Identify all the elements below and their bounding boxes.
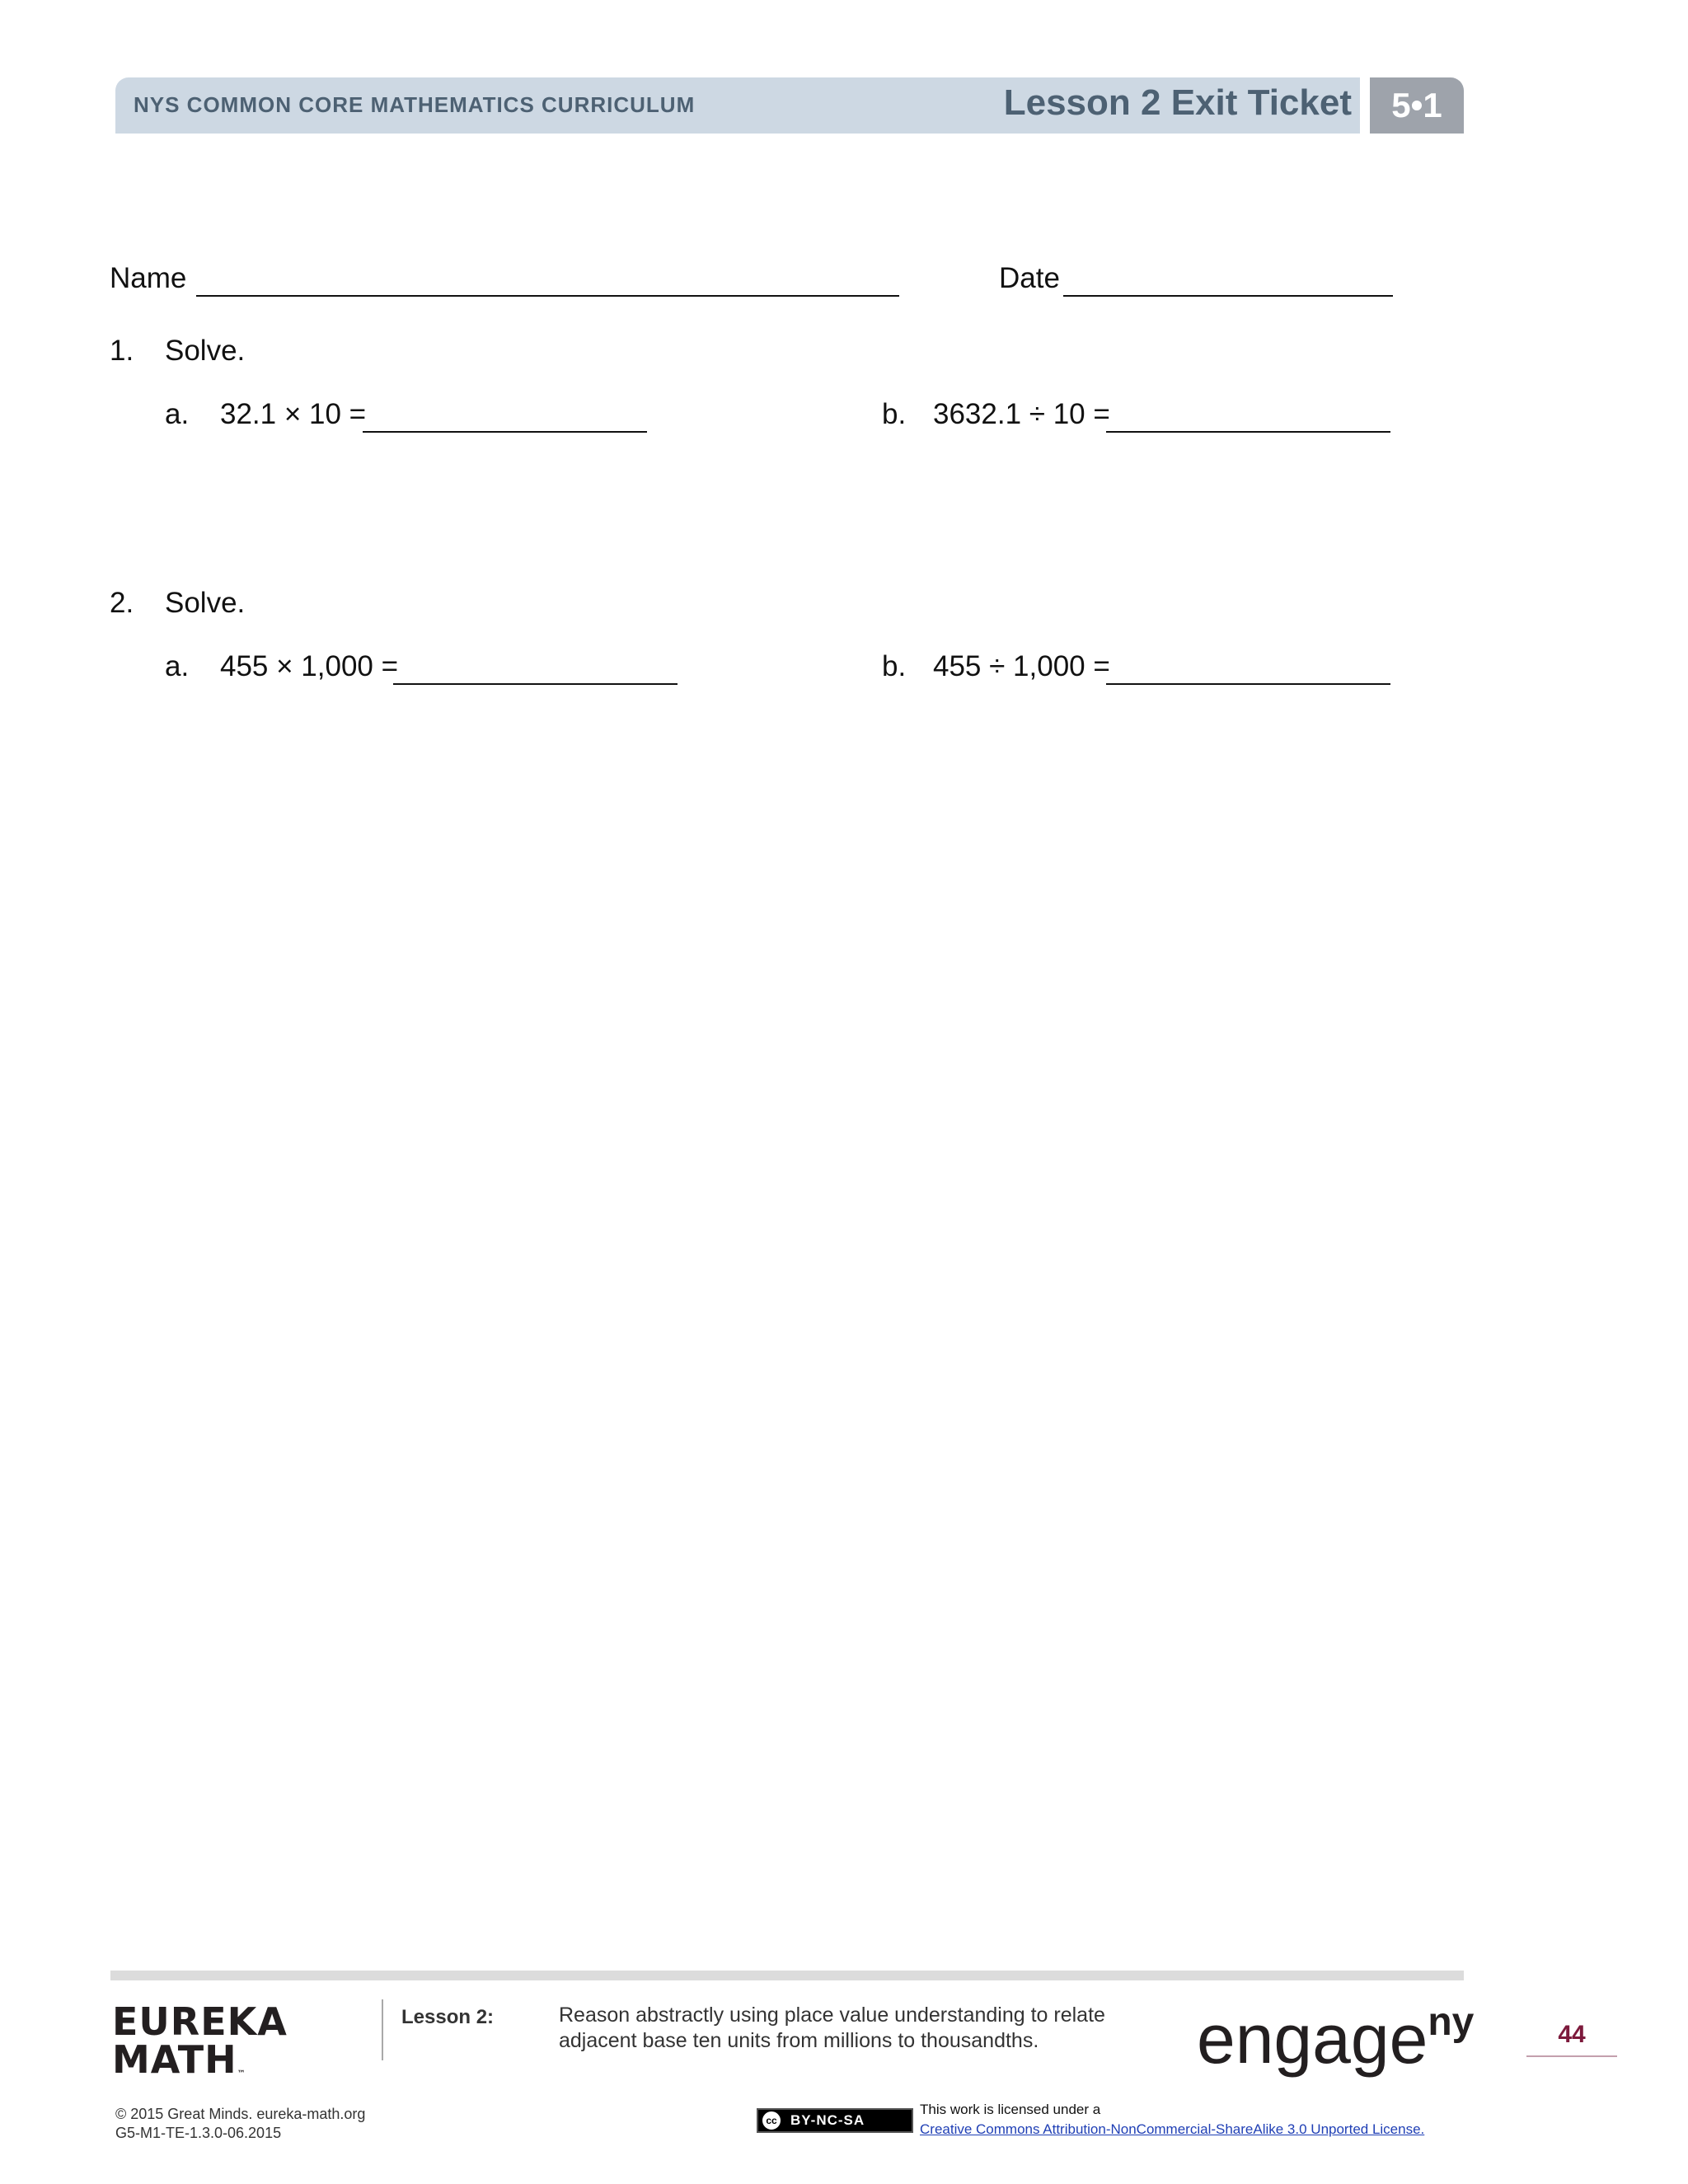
problem-2-number: 2. bbox=[110, 587, 134, 619]
footer-divider bbox=[382, 1999, 383, 2060]
copyright-line-1: © 2015 Great Minds. eureka-math.org bbox=[115, 2106, 366, 2122]
page-number-underline bbox=[1526, 2055, 1617, 2057]
engage-sup: ny bbox=[1428, 2000, 1475, 2044]
problem-2a-answer-field[interactable] bbox=[393, 683, 678, 685]
eureka-math-logo bbox=[112, 1999, 288, 2082]
problem-2-instruction: Solve. bbox=[165, 587, 246, 619]
engageny-logo bbox=[1197, 2000, 1475, 2078]
date-label: Date bbox=[999, 262, 1060, 294]
copyright bbox=[115, 2105, 365, 2143]
problem-1b-letter: b. bbox=[882, 398, 907, 430]
problem-2b-answer-field[interactable] bbox=[1106, 683, 1390, 685]
curriculum-title: NYS COMMON CORE MATHEMATICS CURRICULUM bbox=[134, 92, 696, 117]
problem-1a-letter: a. bbox=[165, 398, 190, 430]
cc-license-badge[interactable] bbox=[757, 2108, 913, 2133]
copyright-line-2: G5-M1-TE-1.3.0-06.2015 bbox=[115, 2125, 282, 2141]
problem-2b-expression: 455 ÷ 1,000 = bbox=[933, 650, 1110, 682]
lesson-title: Lesson 2 Exit Ticket bbox=[1003, 82, 1352, 123]
problem-1-number: 1. bbox=[110, 335, 134, 367]
engage-text: engage bbox=[1197, 2000, 1428, 2078]
logo-line-2 bbox=[112, 2037, 288, 2082]
name-field[interactable] bbox=[196, 295, 899, 297]
cc-badge-text: BY-NC-SA bbox=[790, 2112, 865, 2128]
problem-1-instruction: Solve. bbox=[165, 335, 246, 367]
problem-2b-letter: b. bbox=[882, 650, 907, 682]
problem-2a-expression: 455 × 1,000 = bbox=[220, 650, 399, 682]
problem-1b-answer-field[interactable] bbox=[1106, 431, 1390, 433]
page-number: 44 bbox=[1558, 2021, 1586, 2048]
grade-module-badge: 5•1 bbox=[1370, 77, 1464, 134]
trademark-symbol: ™ bbox=[237, 2069, 246, 2079]
date-field[interactable] bbox=[1063, 295, 1393, 297]
problem-2a-letter: a. bbox=[165, 650, 190, 682]
problem-1a-answer-field[interactable] bbox=[363, 431, 647, 433]
problem-1b-expression: 3632.1 ÷ 10 = bbox=[933, 398, 1110, 430]
problem-1a-expression: 32.1 × 10 = bbox=[220, 398, 367, 430]
license-text: This work is licensed under a bbox=[920, 2102, 1101, 2117]
name-label: Name bbox=[110, 262, 187, 294]
logo-line-2-text: MATH bbox=[112, 2037, 237, 2082]
footer-lesson-label: Lesson 2: bbox=[401, 2006, 495, 2028]
license-link[interactable]: Creative Commons Attribution-NonCommercial-ShareAlike 3.0 Unported License. bbox=[920, 2121, 1425, 2137]
logo-line-1: EUREKA bbox=[112, 1999, 288, 2044]
cc-icon: cc bbox=[761, 2110, 782, 2131]
footer-rule bbox=[110, 1971, 1464, 1980]
footer-lesson-description: Reason abstractly using place value understanding to relate adjacent base ten units from millions to thousandths. bbox=[559, 2004, 1105, 2052]
